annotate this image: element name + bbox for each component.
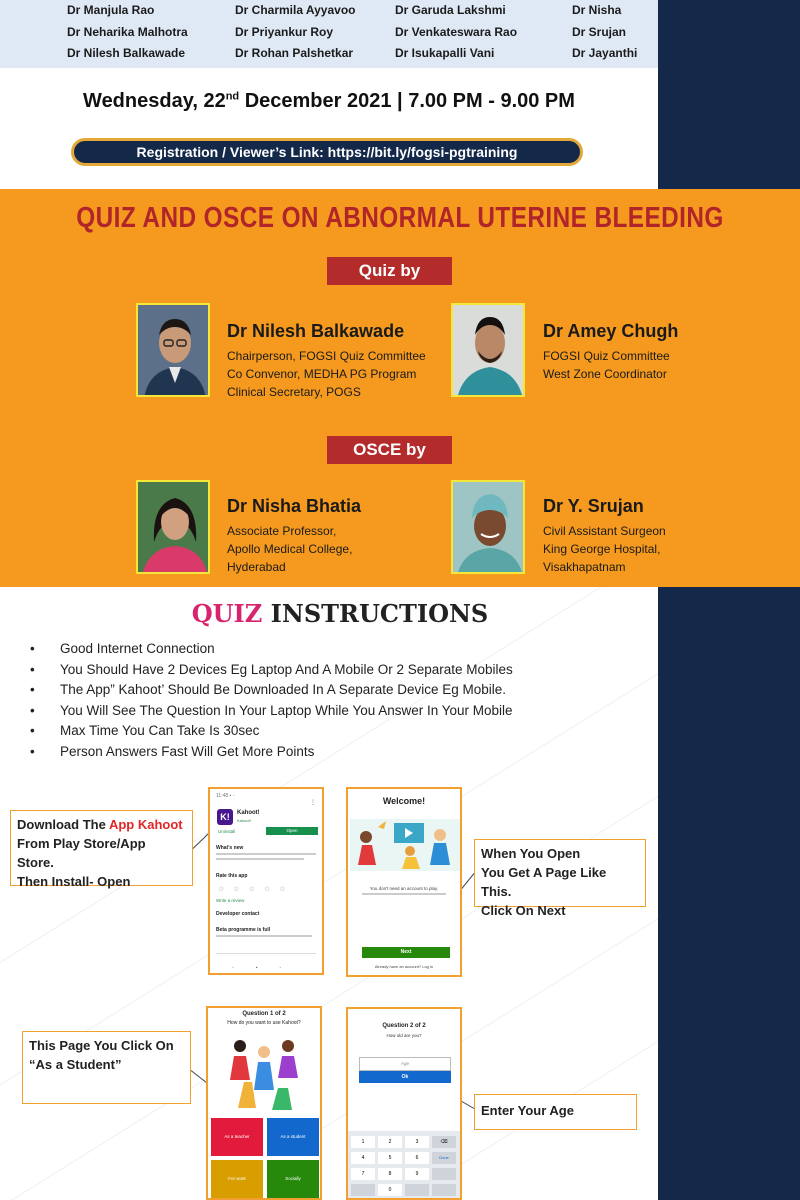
speaker-name: Dr Y. Srujan — [543, 496, 644, 516]
age-input[interactable]: Age — [359, 1057, 451, 1071]
rating-stars[interactable]: ☆☆☆☆☆ — [218, 886, 295, 893]
committee-column-3: Dr Garuda Lakshmi Dr Venkateswara Rao Dr Isukapalli Vani — [395, 3, 518, 60]
committee-column-4: Dr Nisha Dr Srujan Dr Jayanthi — [572, 3, 638, 60]
students-illustration-icon — [218, 1032, 310, 1112]
session-title: QUIZ AND OSCE ON ABNORMAL UTERINE BLEEDING — [76, 202, 724, 234]
key[interactable] — [405, 1184, 429, 1196]
event-date-time: Wednesday, 22nd December 2021 | 7.00 PM - 9.00 PM — [83, 90, 575, 112]
option-work-button[interactable]: For work — [211, 1160, 263, 1198]
speaker-photo-amey — [451, 303, 525, 397]
speaker-name: Dr Nilesh Balkawade — [227, 321, 405, 341]
age-callout: Enter Your Age — [474, 1094, 637, 1130]
quiz-by-tag: Quiz by — [327, 257, 452, 285]
key[interactable]: 1 — [351, 1136, 375, 1148]
backspace-key[interactable]: ⌫ — [432, 1136, 456, 1148]
welcome-illustration-icon — [350, 815, 460, 871]
key[interactable] — [351, 1184, 375, 1196]
download-callout: Download The App Kahoot From Play Store/App Store. Then Install- Open — [10, 810, 193, 886]
list-item: • Person Answers Fast Will Get More Points — [30, 742, 513, 763]
committee-column-1: Dr Manjula Rao Dr Neharika Malhotra Dr Nilesh Balkawade — [67, 3, 188, 60]
portrait-icon — [138, 482, 210, 574]
instructions-title: QUIZ INSTRUCTIONS — [191, 599, 489, 628]
welcome-callout: When You Open You Get A Page Like This. Click On Next — [474, 839, 646, 907]
key[interactable]: 0 — [378, 1184, 402, 1196]
instructions-list — [30, 639, 513, 762]
speaker-name: Dr Nisha Bhatia — [227, 496, 362, 516]
numeric-keypad — [348, 1131, 460, 1200]
key[interactable]: 4 — [351, 1152, 375, 1164]
overflow-icon: ⋮ — [310, 800, 316, 806]
key[interactable]: 7 — [351, 1168, 375, 1180]
list-item: • You Will See The Question In Your Laptop While You Answer In Your Mobile — [30, 701, 513, 722]
key[interactable] — [432, 1168, 456, 1180]
kahoot-logo-icon: K! — [217, 809, 233, 825]
speaker-name: Dr Amey Chugh — [543, 321, 679, 341]
committee-column-2: Dr Charmila Ayyavoo Dr Priyankur Roy Dr Rohan Palshetkar — [235, 3, 356, 60]
speaker-credentials: Civil Assistant Surgeon King George Hospital, Visakhapatnam — [543, 524, 666, 574]
list-item: • Max Time You Can Take Is 30sec — [30, 721, 513, 742]
key[interactable]: 8 — [378, 1168, 402, 1180]
list-item: • The App” Kahoot’ Should Be Downloaded In A Separate Device Eg Mobile. — [30, 680, 513, 701]
welcome-screenshot: Welcome! You don't need an account to play. Next Already have an account? Log in — [346, 787, 462, 977]
next-button[interactable]: Next — [362, 947, 450, 958]
osce-by-tag: OSCE by — [327, 436, 452, 464]
list-item: • You Should Have 2 Devices Eg Laptop And A Mobile Or 2 Separate Mobiles — [30, 660, 513, 681]
key[interactable]: 5 — [378, 1152, 402, 1164]
key[interactable]: 9 — [405, 1168, 429, 1180]
portrait-icon — [138, 305, 210, 397]
speaker-photo-nisha — [136, 480, 210, 574]
play-store-screenshot: 11:48 ▪ ◦ ⋮ K! Kahoot! Kahoot! Uninstall Open What's new Rate this app ☆☆☆☆☆ Write a review Developer contact Beta programme is full ◦▪◦ — [208, 787, 324, 975]
list-item: • Good Internet Connection — [30, 639, 513, 660]
speaker-photo-srujan — [451, 480, 525, 574]
option-student-button[interactable]: As a student — [267, 1118, 319, 1156]
key[interactable]: 6 — [405, 1152, 429, 1164]
speaker-photo-nilesh — [136, 303, 210, 397]
key[interactable]: 2 — [378, 1136, 402, 1148]
key[interactable] — [432, 1184, 456, 1196]
speaker-credentials: Associate Professor, Apollo Medical College, Hyderabad — [227, 524, 353, 574]
question-1-screenshot: Question 1 of 2 How do you want to use Kahoot? As a teacher As a student For work Socially — [206, 1006, 322, 1200]
registration-link[interactable]: Registration / Viewer’s Link: https://bit.ly/fogsi-pgtraining — [71, 138, 583, 166]
portrait-icon — [453, 482, 525, 574]
key[interactable]: 3 — [405, 1136, 429, 1148]
question-2-screenshot: Question 2 of 2 How old are you? Age Ok 1 2 3 ⌫ 4 5 6 Done 7 8 9 0 — [346, 1007, 462, 1200]
option-social-button[interactable]: Socially — [267, 1160, 319, 1198]
portrait-icon — [453, 305, 525, 397]
ok-button[interactable]: Ok — [359, 1071, 451, 1083]
speaker-credentials: FOGSI Quiz Committee West Zone Coordinator — [543, 349, 670, 381]
done-key[interactable]: Done — [432, 1152, 456, 1164]
student-callout: This Page You Click On “As a Student” — [22, 1031, 191, 1104]
speaker-credentials: Chairperson, FOGSI Quiz Committee Co Convenor, MEDHA PG Program Clinical Secretary, POGS — [227, 349, 426, 399]
option-teacher-button[interactable]: As a teacher — [211, 1118, 263, 1156]
nav-icons: ◦▪◦ — [232, 965, 304, 971]
